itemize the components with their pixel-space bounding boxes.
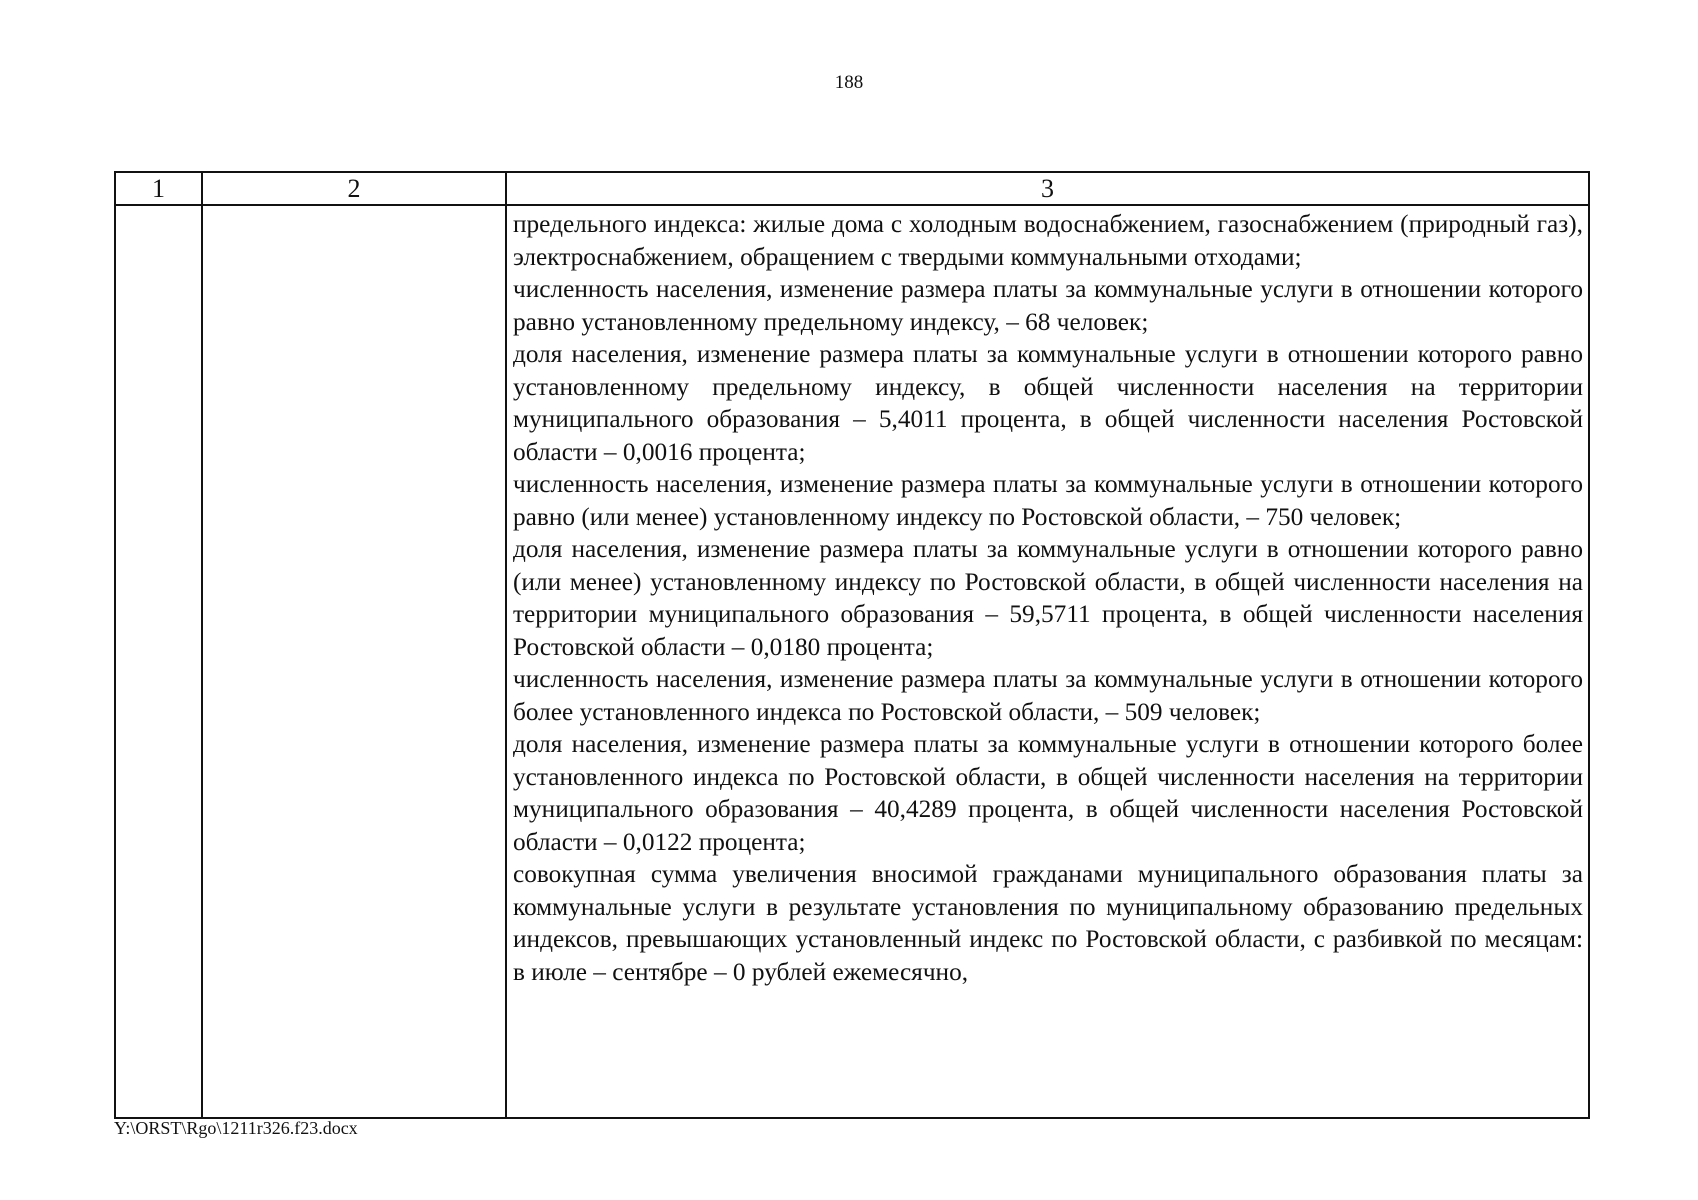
paragraph: численность населения, изменение размера платы за коммунальные услуги в отношении которого равно установленному предельному индексу, – 68 человек; xyxy=(513,275,1583,336)
table-header-col-2: 2 xyxy=(202,172,506,205)
paragraph: численность населения, изменение размера платы за коммунальные услуги в отношении которого более установленного индекса по Ростовской области, – 509 человек; xyxy=(513,665,1583,726)
paragraph: доля населения, изменение размера платы за коммунальные услуги в отношении которого более установленного индекса по Ростовской области, в общей численности населения на территории муниципального образования – 40,4289 процента, в общей численности населения Ростовской области – 0,0122 процента; xyxy=(513,730,1583,856)
page-number: 188 xyxy=(834,72,864,93)
footer-file-path: Y:\ORST\Rgo\1211r326.f23.docx xyxy=(114,1118,358,1138)
document-table xyxy=(114,171,1590,1119)
table-cell-col-2 xyxy=(202,205,506,1118)
cell-text-block xyxy=(507,206,1588,988)
table-cell-col-3 xyxy=(506,205,1589,1118)
paragraph: доля населения, изменение размера платы за коммунальные услуги в отношении которого равно (или менее) установленному индексу по Ростовской области, в общей численности населения на территории муниципального образования – 59,5711 процента, в общей численности населения Ростовской области – 0,0180 процента; xyxy=(513,535,1583,661)
paragraph: доля населения, изменение размера платы за коммунальные услуги в отношении которого равно установленному предельному индексу, в общей численности населения на территории муниципального образования – 5,4011 процента, в общей численности населения Ростовской области – 0,0016 процента; xyxy=(513,340,1583,466)
paragraph: предельного индекса: жилые дома с холодным водоснабжением, газоснабжением (природный газ), электроснабжением, обращением с твердыми коммунальными отходами; xyxy=(513,210,1583,271)
table-cell-col-1 xyxy=(115,205,202,1118)
paragraph: численность населения, изменение размера платы за коммунальные услуги в отношении которого равно (или менее) установленному индексу по Ростовской области, – 750 человек; xyxy=(513,470,1583,531)
paragraph: совокупная сумма увеличения вносимой гражданами муниципального образования платы за коммунальные услуги в результате установления по муниципальному образованию предельных индексов, превышающих установленный индекс по Ростовской области, с разбивкой по месяцам: в июле – сентябре – 0 рублей ежемесячно, xyxy=(513,860,1583,986)
table-header-row xyxy=(115,172,1589,205)
table-header-col-1: 1 xyxy=(115,172,202,205)
table-header-col-3: 3 xyxy=(506,172,1589,205)
table-row xyxy=(115,205,1589,1118)
